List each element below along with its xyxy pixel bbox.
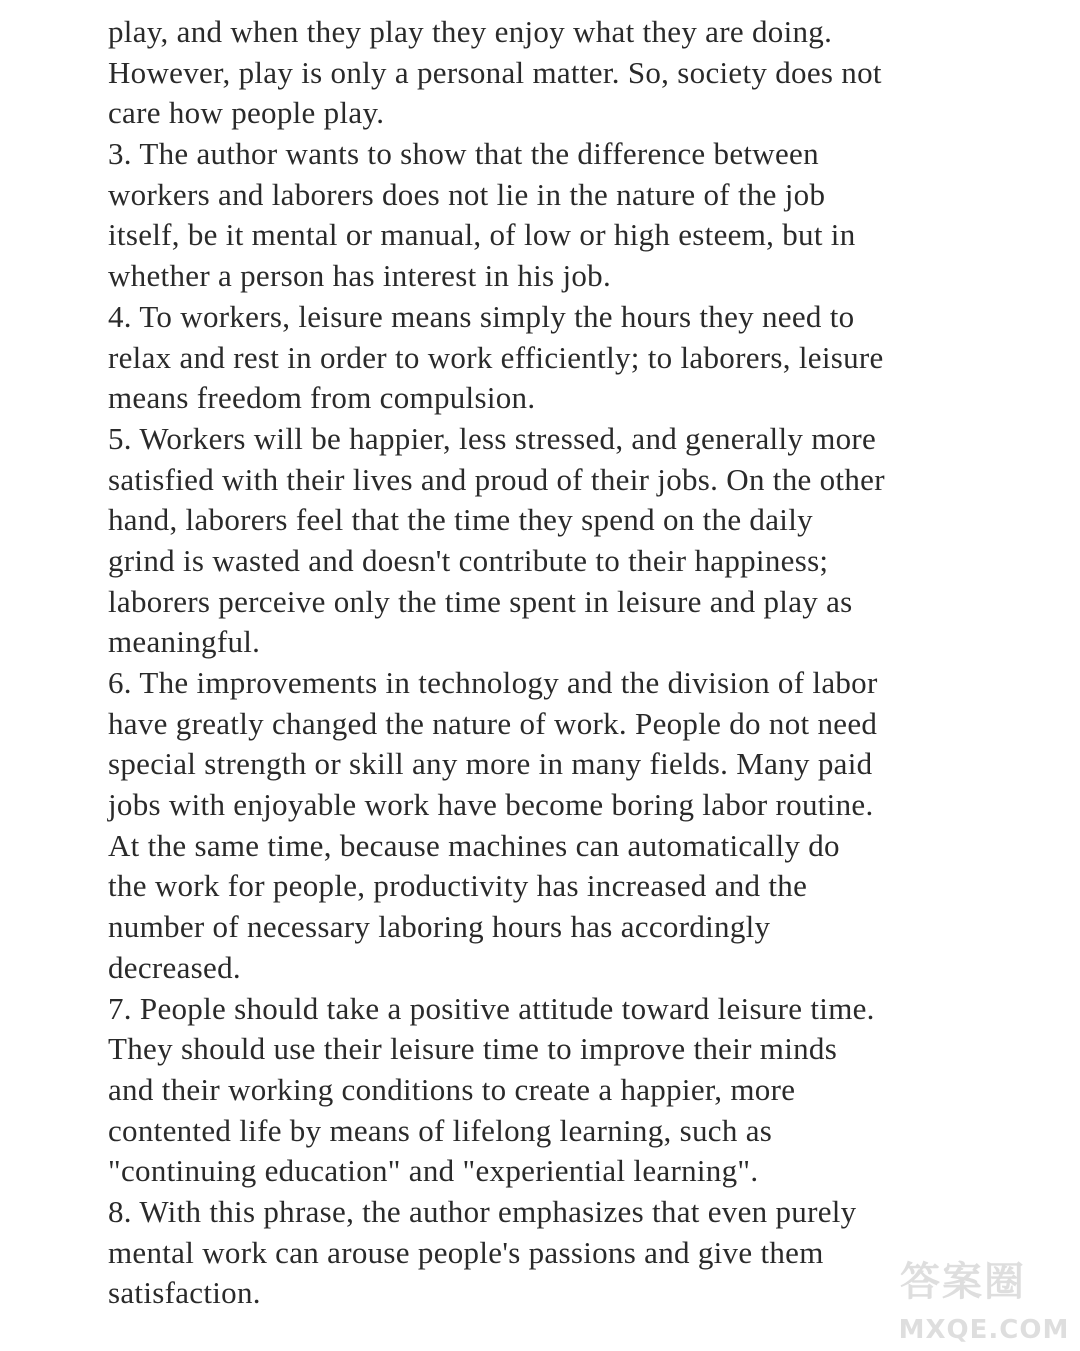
answer-3-line: 3. The author wants to show that the difference between bbox=[108, 136, 819, 172]
text-line: number of necessary laboring hours has accordingly bbox=[108, 909, 771, 945]
answer-5-line: 5. Workers will be happier, less stressed, and generally more bbox=[108, 420, 877, 456]
answer-6-line: 6. The improvements in technology and the division of labor bbox=[108, 665, 878, 700]
text-line: "continuing education" and "experiential learning". bbox=[108, 1153, 759, 1189]
text-line: play, and when they play they enjoy what they are doing. bbox=[108, 14, 833, 49]
answer-7-line: 7. People should take a positive attitude toward leisure time. bbox=[108, 990, 875, 1026]
text-line: and their working conditions to create a happier, more bbox=[108, 1071, 796, 1107]
text-line: mental work can arouse people's passions and give them bbox=[108, 1234, 824, 1270]
text-line: satisfied with their lives and proud of their jobs. On the other bbox=[108, 461, 885, 497]
text-line: have greatly changed the nature of work. People do not need bbox=[108, 705, 878, 741]
text-line: hand, laborers feel that the time they spend on the daily bbox=[108, 502, 813, 538]
text-line: laborers perceive only the time spent in leisure and play as bbox=[108, 583, 853, 619]
text-line: special strength or skill any more in many fields. Many paid bbox=[108, 746, 873, 782]
text-line: satisfaction. bbox=[108, 1275, 261, 1311]
text-line: the work for people, productivity has increased and the bbox=[108, 868, 808, 904]
text-line: workers and laborers does not lie in the nature of the job bbox=[108, 176, 826, 212]
site-watermark bbox=[894, 1255, 1074, 1347]
text-line: means freedom from compulsion. bbox=[108, 380, 536, 416]
text-line: meaningful. bbox=[108, 624, 261, 660]
text-line: However, play is only a personal matter. So, society does not bbox=[108, 54, 882, 90]
answer-8-line: 8. With this phrase, the author emphasizes that even purely bbox=[108, 1193, 857, 1229]
text-line: At the same time, because machines can automatically do bbox=[108, 827, 840, 863]
text-line: They should use their leisure time to improve their minds bbox=[108, 1031, 838, 1067]
text-line: relax and rest in order to work efficiently; to laborers, leisure bbox=[108, 339, 884, 375]
answer-4-line: 4. To workers, leisure means simply the hours they need to bbox=[108, 298, 855, 334]
answer-text-block bbox=[108, 12, 988, 1314]
text-line: decreased. bbox=[108, 949, 241, 985]
text-line: grind is wasted and doesn't contribute to their happiness; bbox=[108, 542, 829, 578]
text-line: itself, be it mental or manual, of low or high esteem, but in bbox=[108, 217, 856, 253]
text-line: whether a person has interest in his job. bbox=[108, 258, 612, 294]
watermark-logo-text: 答案圈 bbox=[900, 1259, 1026, 1305]
text-line: care how people play. bbox=[108, 95, 385, 131]
text-line: jobs with enjoyable work have become boring labor routine. bbox=[108, 787, 874, 823]
watermark-domain-text: MXQE.COM bbox=[898, 1315, 1070, 1345]
text-line: contented life by means of lifelong learning, such as bbox=[108, 1112, 773, 1148]
